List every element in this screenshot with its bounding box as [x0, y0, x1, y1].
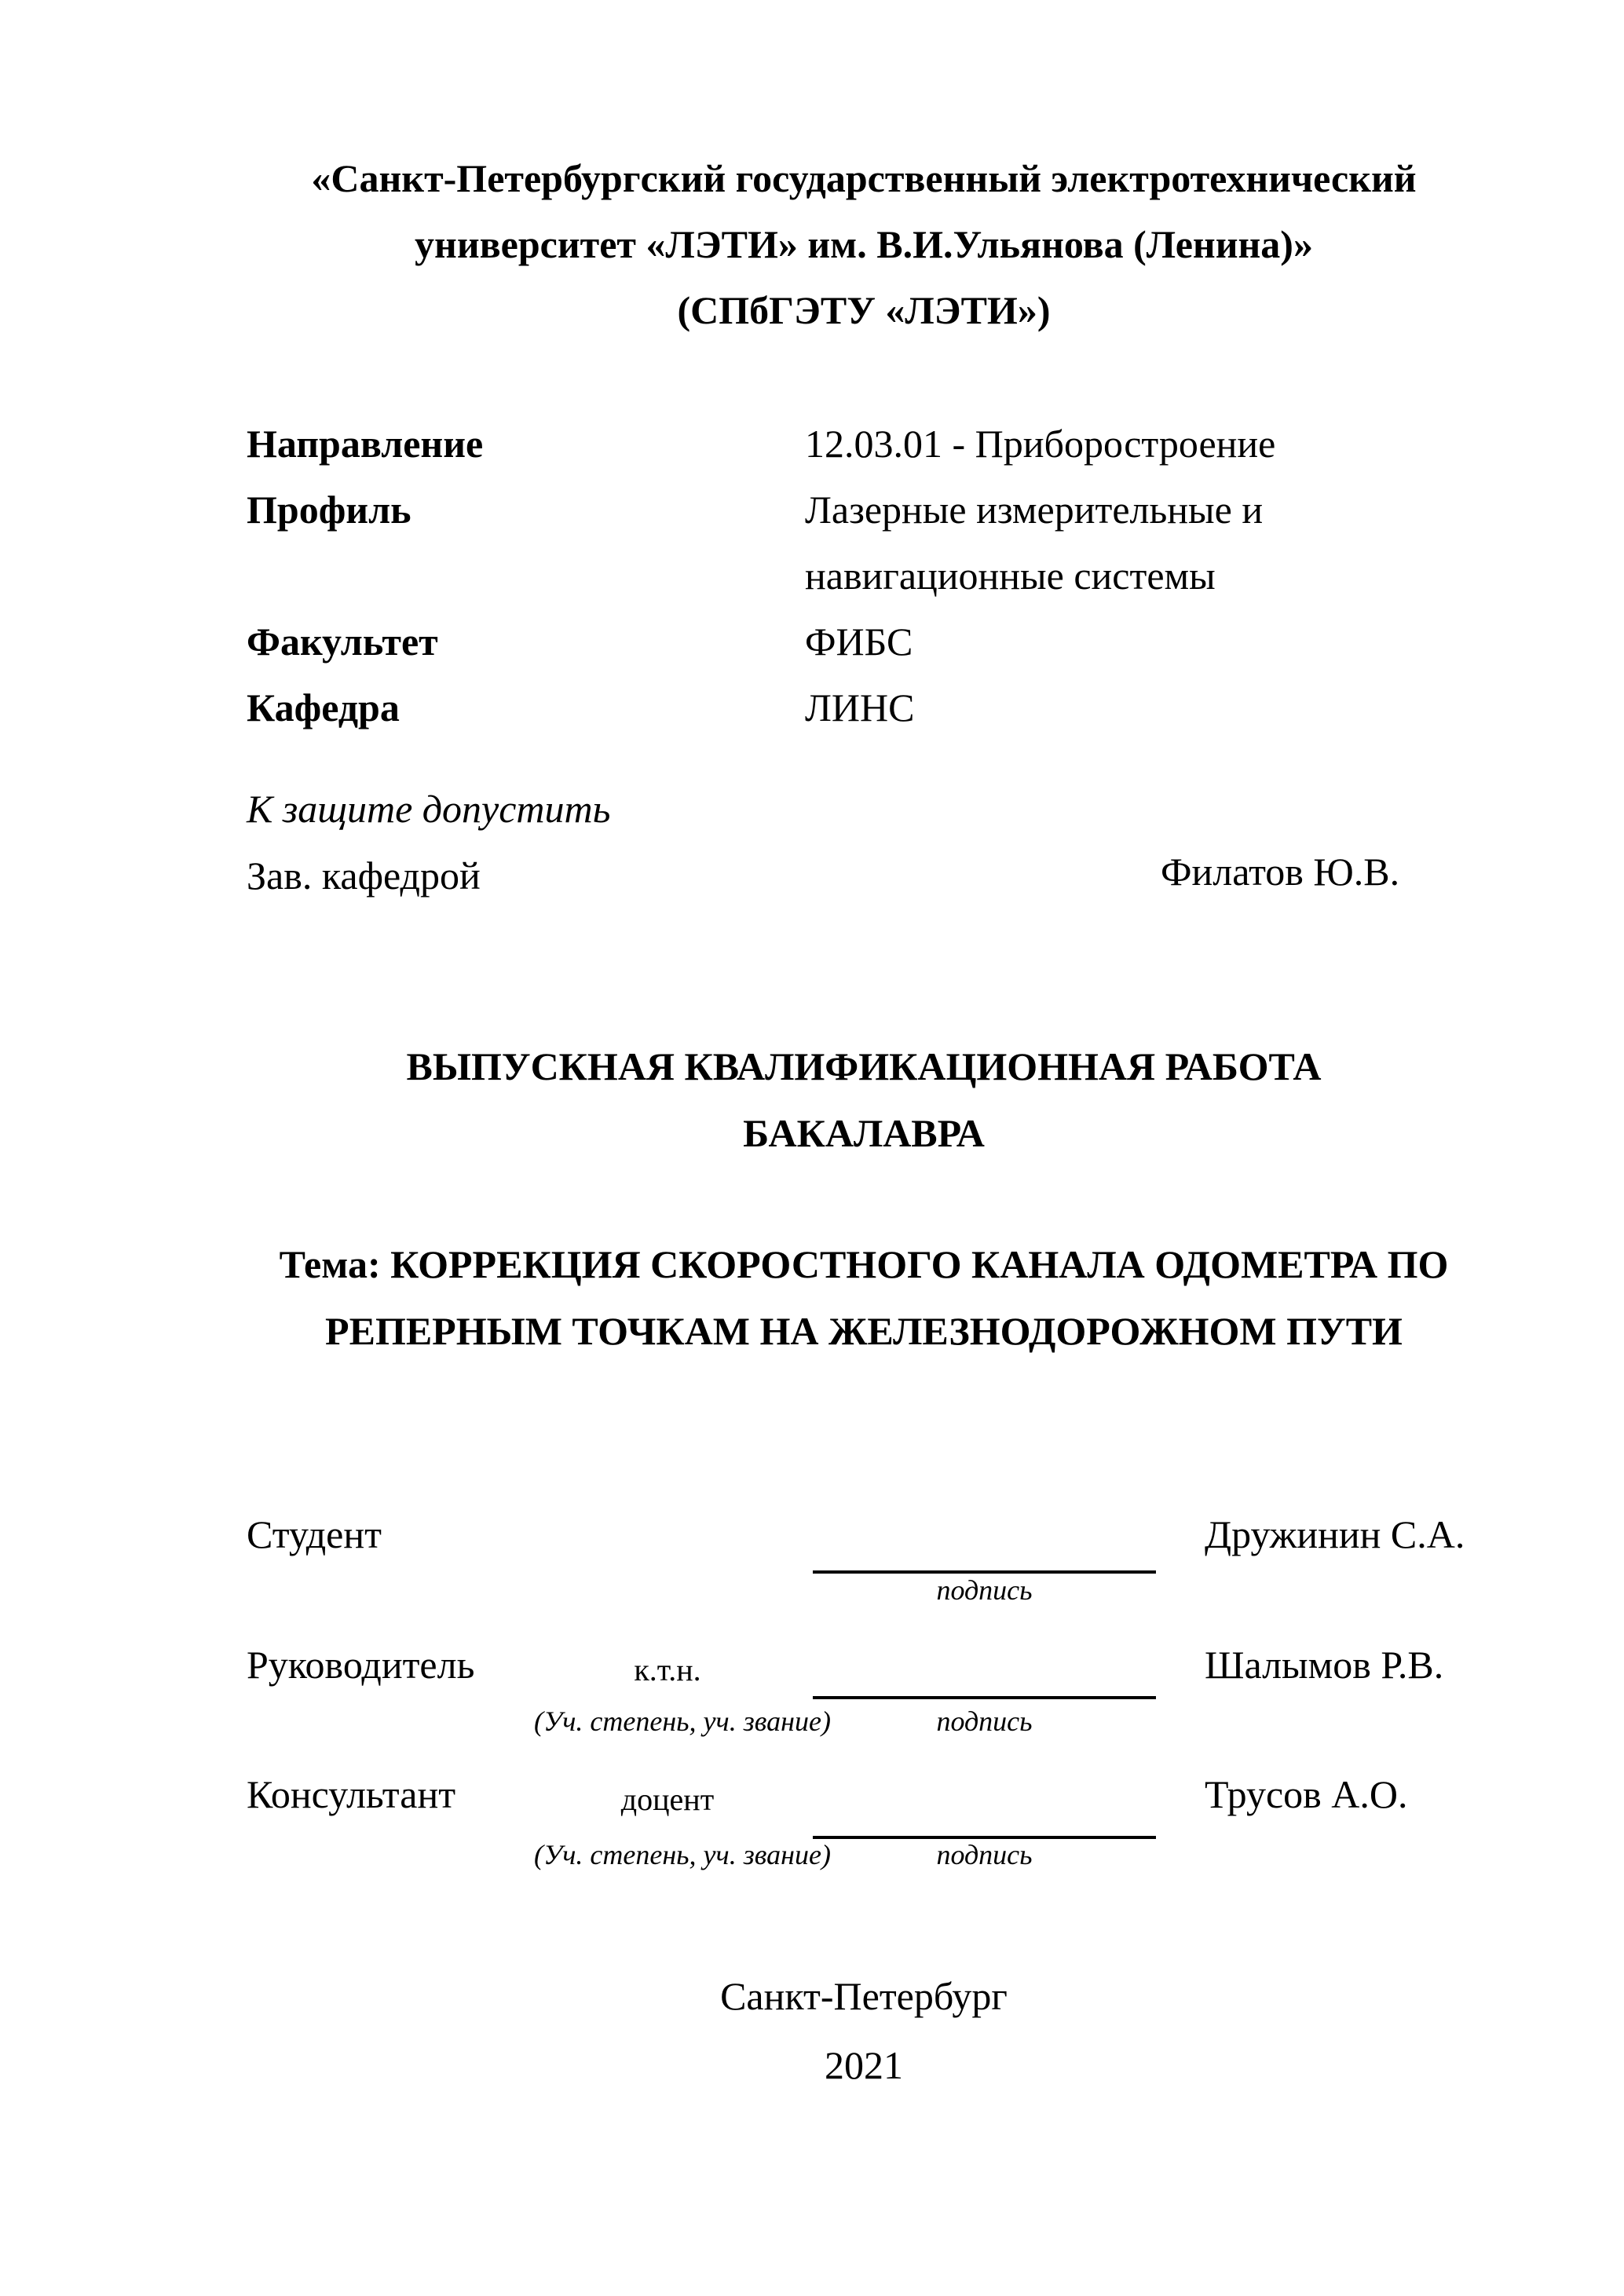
signature-caption-supervisor: подпись	[936, 1706, 1033, 1737]
field-faculty-label: Факультет	[247, 620, 438, 664]
signature-role-consultant: Консультант	[247, 1772, 456, 1816]
field-direction-label: Направление	[247, 422, 484, 466]
footer-year: 2021	[825, 2043, 903, 2087]
signature-line-supervisor	[813, 1696, 1156, 1699]
signature-role-student: Студент	[247, 1512, 382, 1556]
university-name-line-2: университет «ЛЭТИ» им. В.И.Ульянова (Ленина)»	[415, 222, 1313, 266]
university-name-line-1: «Санкт-Петербургский государственный электротехнический	[311, 156, 1417, 200]
university-abbreviation: (СПбГЭТУ «ЛЭТИ»)	[677, 288, 1051, 332]
degree-caption-supervisor: (Уч. степень, уч. звание)	[534, 1706, 831, 1737]
signature-degree-consultant: доцент	[620, 1782, 715, 1817]
admission-statement: К защите допустить	[247, 787, 611, 831]
field-profile-label: Профиль	[247, 488, 411, 532]
field-direction-value: 12.03.01 - Приборостроение	[805, 422, 1276, 466]
field-faculty-value: ФИБС	[805, 620, 913, 664]
signature-caption-student: подпись	[936, 1574, 1033, 1606]
signature-degree-supervisor: к.т.н.	[634, 1652, 701, 1687]
field-profile-value-line-1: Лазерные измерительные и	[805, 488, 1264, 532]
signature-name-consultant: Трусов А.О.	[1205, 1772, 1408, 1816]
signature-caption-consultant: подпись	[936, 1839, 1033, 1870]
signature-name-supervisor: Шалымов Р.В.	[1205, 1643, 1444, 1687]
work-type-line-1: ВЫПУСКНАЯ КВАЛИФИКАЦИОННАЯ РАБОТА	[406, 1044, 1322, 1088]
footer-city: Санкт-Петербург	[720, 1974, 1008, 2018]
field-department-label: Кафедра	[247, 686, 400, 729]
degree-caption-consultant: (Уч. степень, уч. звание)	[534, 1839, 831, 1870]
signature-name-student: Дружинин С.А.	[1205, 1512, 1465, 1556]
work-type-line-2: БАКАЛАВРА	[743, 1111, 985, 1155]
topic-line-2: РЕПЕРНЫМ ТОЧКАМ НА ЖЕЛЕЗНОДОРОЖНОМ ПУТИ	[325, 1309, 1403, 1353]
field-department-value: ЛИНС	[805, 686, 915, 729]
signature-line-student	[813, 1570, 1156, 1574]
field-profile-value-line-2: навигационные системы	[805, 554, 1216, 598]
signature-role-supervisor: Руководитель	[247, 1643, 475, 1687]
department-head-name: Филатов Ю.В.	[1161, 850, 1400, 894]
department-head-label: Зав. кафедрой	[247, 854, 481, 898]
topic-line-1: Тема: КОРРЕКЦИЯ СКОРОСТНОГО КАНАЛА ОДОМЕТРА ПО	[279, 1242, 1449, 1286]
